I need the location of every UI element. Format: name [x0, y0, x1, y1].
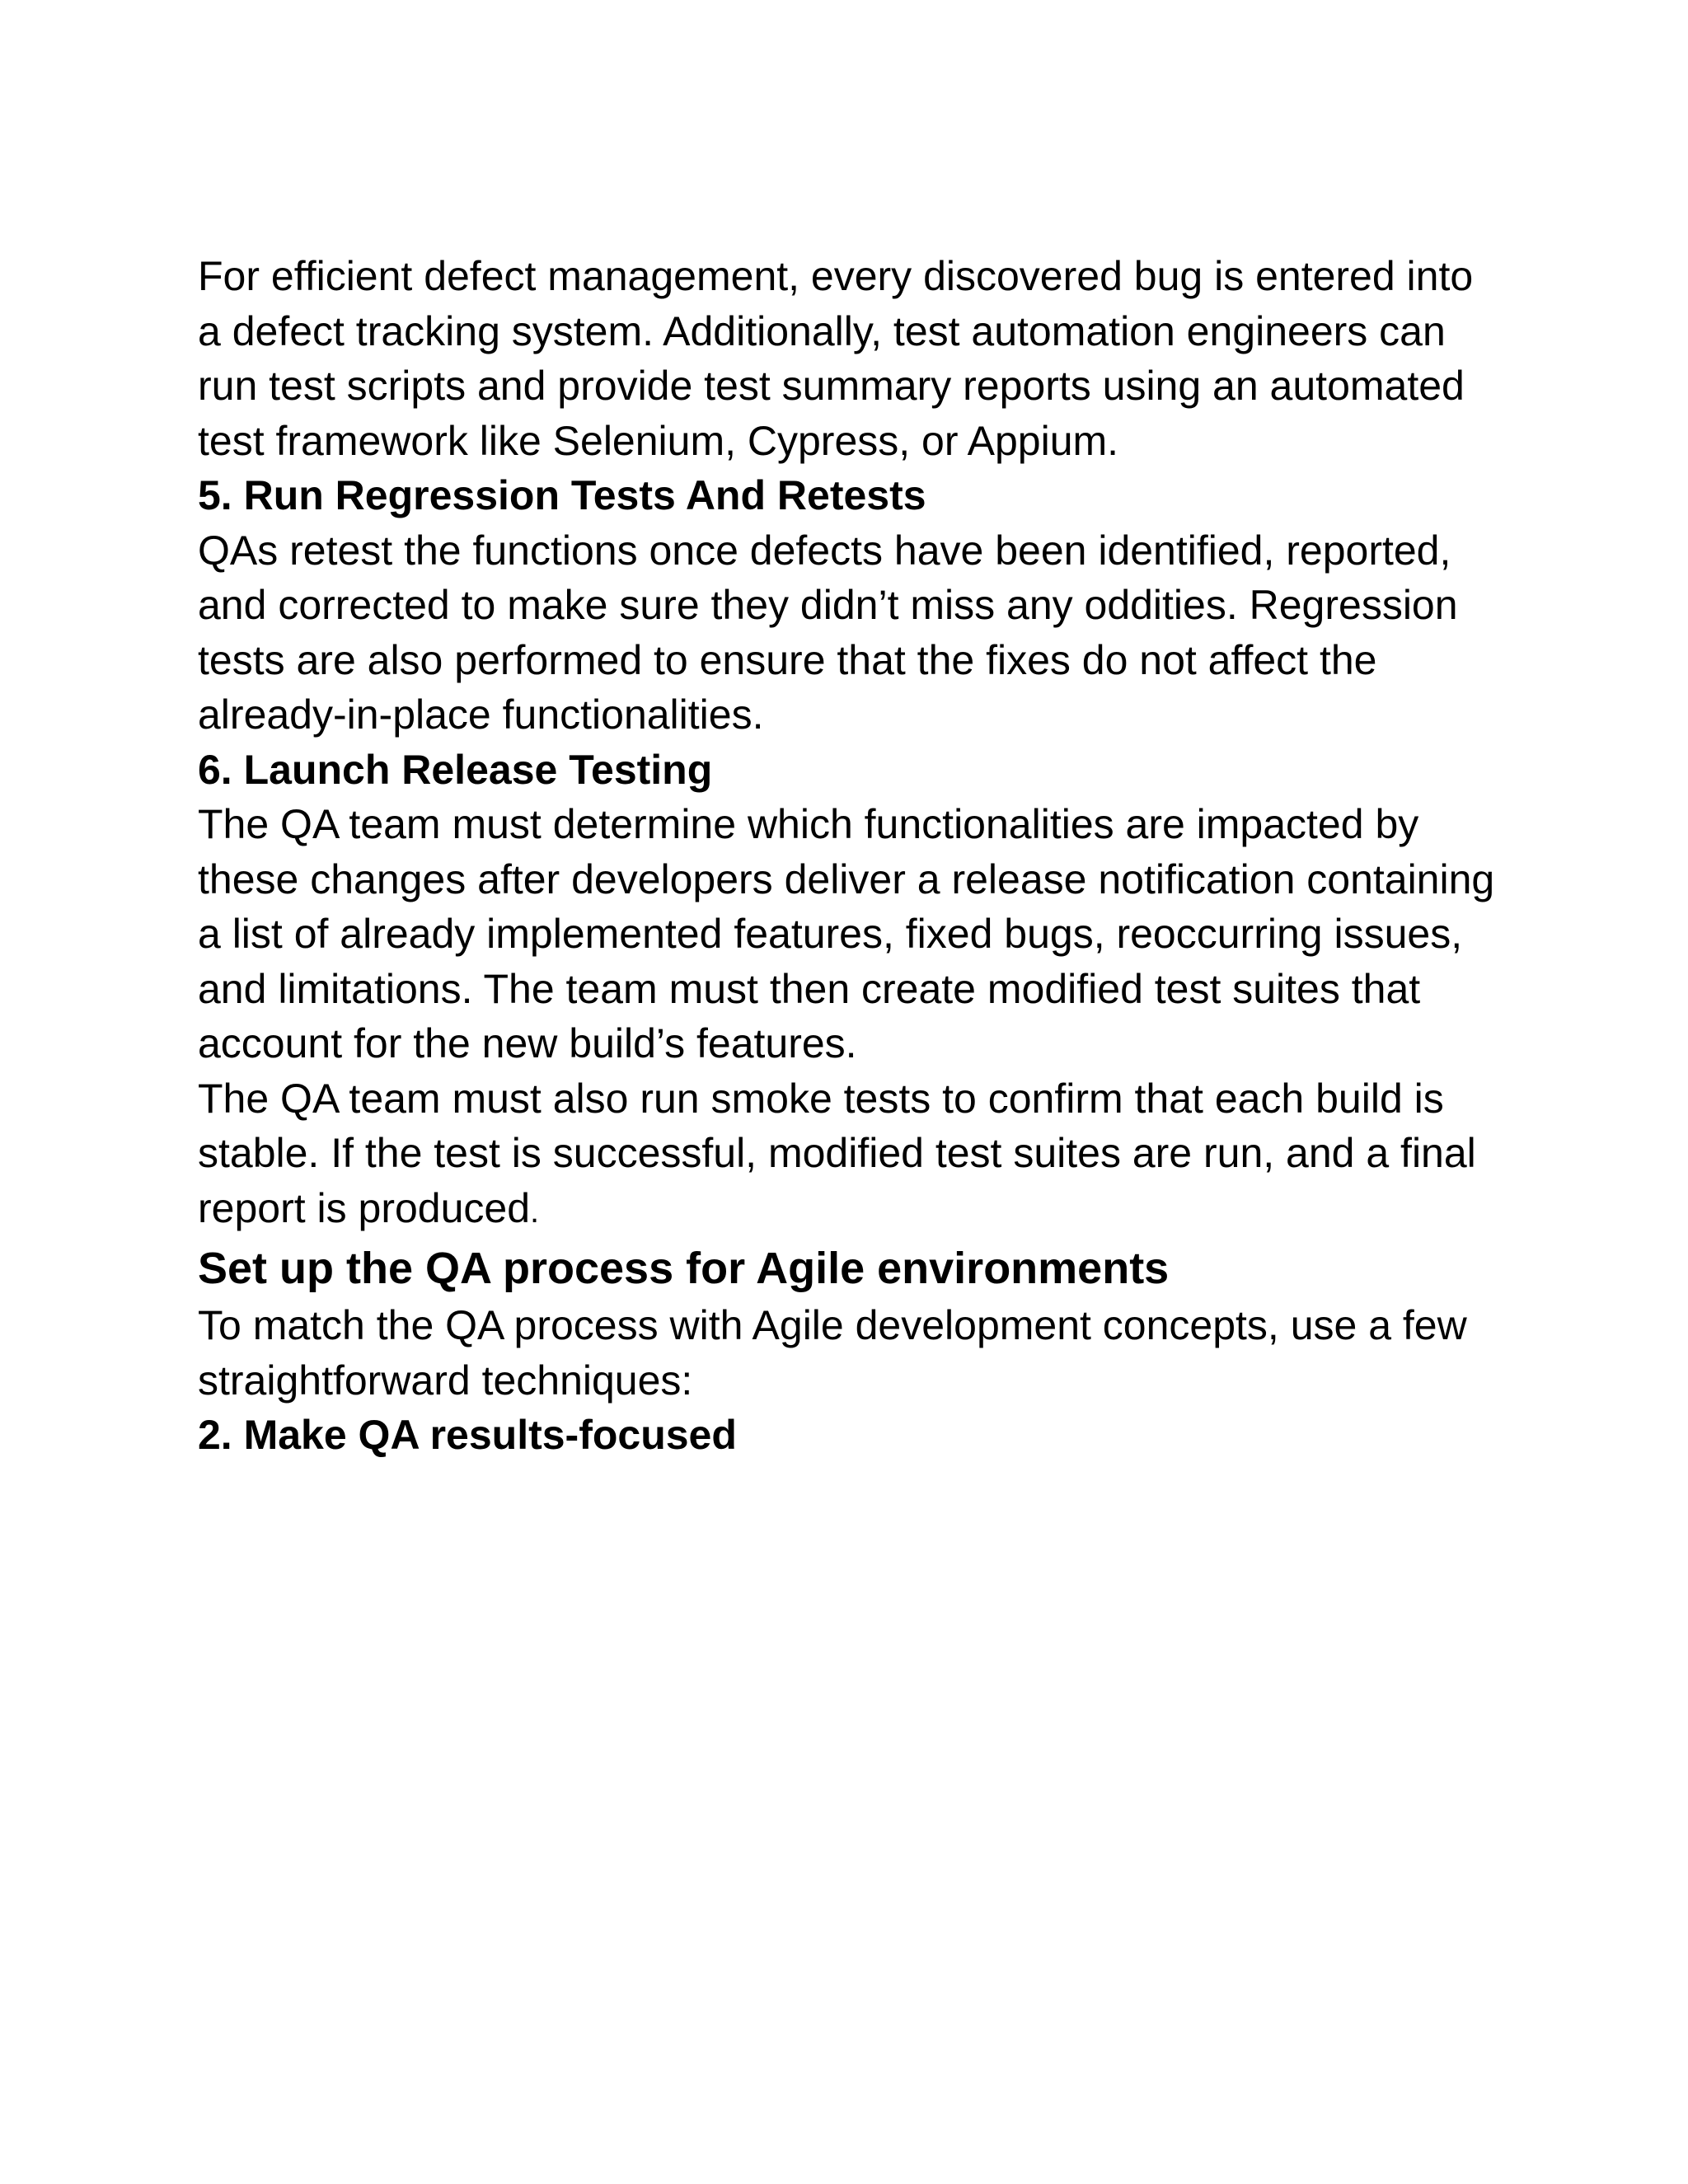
paragraph-release-text: The QA team must determine which functionalities are impacted by these changes after developers deliver a release notification containing a list of already implemented features, fixed bugs, reoccurring issues, and limitations. The team must then create modified test suites that account for the new build’s features. — [198, 801, 1495, 1066]
heading-regression-tests: 5. Run Regression Tests And Retests — [198, 472, 926, 518]
paragraph-smoke-tests — [198, 1071, 1500, 1240]
paragraph-regression-text: QAs retest the functions once defects have been identified, reported, and corrected to make sure they didn’t miss any oddities. Regression tests are also performed to ensure that the fixes do not affect the already-in-place functionalities. — [198, 527, 1458, 738]
heading-results-focused: 2. Make QA results-focused — [198, 1412, 737, 1458]
document-content — [198, 249, 1500, 1463]
paragraph-smoke-period: . — [530, 1193, 540, 1230]
paragraph-release — [198, 797, 1500, 1071]
paragraph-agile-text: To match the QA process with Agile development concepts, use a few straightforward techniques: — [198, 1302, 1467, 1404]
heading-agile-qa-process: Set up the QA process for Agile environments — [198, 1244, 1170, 1293]
paragraph-defect-management — [198, 249, 1500, 468]
paragraph-agile — [198, 1298, 1500, 1408]
paragraph-defect-management-text: For efficient defect management, every discovered bug is entered into a defect tracking system. Additionally, test automation engineers can run test scripts and provide test summary reports using an automated test framework like Selenium, Cypress, or Appium. — [198, 253, 1474, 464]
paragraph-regression — [198, 523, 1500, 743]
heading-release-testing: 6. Launch Release Testing — [198, 746, 713, 793]
paragraph-smoke-text: The QA team must also run smoke tests to confirm that each build is stable. If the test is successful, modified test suites are run, and a final report is produced — [198, 1075, 1476, 1231]
